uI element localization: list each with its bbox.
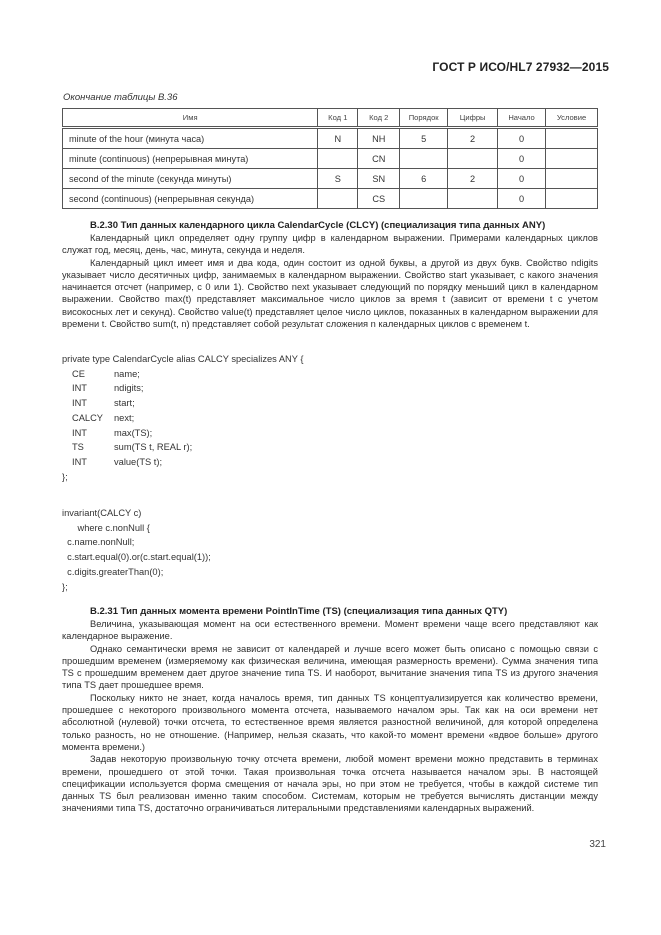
code-block-invariant bbox=[62, 506, 211, 594]
paragraph: Календарный цикл определяет одну группу цифр в календарном выражении. Примерами календарных циклов служат год, месяц, день, час, минута, секунда и неделя. bbox=[62, 233, 598, 256]
cell-code1: S bbox=[318, 169, 358, 189]
section-b231-title: B.2.31 Тип данных момента времени PointInTime (TS) (специализация типа данных QTY) bbox=[90, 606, 508, 617]
calendar-cycle-table bbox=[62, 108, 598, 209]
column-header-start: Начало bbox=[498, 109, 546, 128]
table-row bbox=[63, 189, 598, 209]
cell-condition bbox=[546, 128, 598, 149]
cell-code1 bbox=[318, 149, 358, 169]
paragraph: Календарный цикл имеет имя и два кода, один состоит из одной буквы, а другой из двух букв. Свойство ndigits указывает число десятичных цифр, занимаемых в календарном выражении. Свойство start указывает, с какого значения начинается отсчет (например, с 0 или 1). Свойство next указывает следующий по порядку меньший цикл в календарном выражении. Свойство max(t) представляет максимальное число циклов за время t (зависит от времени t с учетом високосных лет и секунд). Свойство value(t) представляет целое число циклов, показанных в календарном выражении для времени t. Свойство sum(t, n) представляет собой результат сложения n календарных циклов с временем t. bbox=[62, 257, 598, 330]
cell-name: minute of the hour (минута часа) bbox=[63, 128, 318, 149]
column-header-name: Имя bbox=[63, 109, 318, 128]
cell-start: 0 bbox=[498, 189, 546, 209]
cell-start: 0 bbox=[498, 149, 546, 169]
cell-code1 bbox=[318, 189, 358, 209]
cell-digits bbox=[448, 189, 498, 209]
table-row bbox=[63, 149, 598, 169]
cell-digits: 2 bbox=[448, 128, 498, 149]
cell-name: second of the minute (секунда минуты) bbox=[63, 169, 318, 189]
paragraph: Однако семантически время не зависит от календарей и лучше всего может быть описано с помощью связи с прошедшим временем (измеряемому как физическая величина, имеющая размерность времени). Сумма значения типа TS с прошедшим временем дает другое значение типа TS. И наоборот, вычитание значения типа TS из другого значения типа TS дает прошедшее время. bbox=[62, 643, 598, 691]
cell-code2: CS bbox=[358, 189, 400, 209]
table-header-row bbox=[63, 109, 598, 128]
table-row bbox=[63, 128, 598, 149]
paragraph: Задав некоторую произвольную точку отсчета времени, любой момент времени можно представить в терминах времени, прошедшего от этой точки. Такая произвольная точка отсчета называется началом эры. В настоящей спецификации используется форма смещения от начала эры, но при этом не требуется, чтобы в каждой системе тип данных TS был реализован именно таким способом. Системам, которым не требуется вычислять дистанции между значениями типа TS, достаточно ограничиваться литеральными представлениями календарных выражений. bbox=[62, 754, 598, 814]
section-b230-title: B.2.30 Тип данных календарного цикла CalendarCycle (CLCY) (специализация типа данных ANY) bbox=[90, 220, 546, 231]
cell-name: second (continuous) (непрерывная секунда) bbox=[63, 189, 318, 209]
cell-condition bbox=[546, 189, 598, 209]
section-b231 bbox=[62, 605, 598, 815]
code-line-header: private type CalendarCycle alias CALCY specializes ANY { bbox=[62, 354, 304, 364]
code-block-calendar-cycle bbox=[62, 352, 304, 484]
cell-digits bbox=[448, 149, 498, 169]
code-line: where c.nonNull { bbox=[62, 522, 150, 533]
code-line-member: CE name; bbox=[72, 368, 140, 379]
cell-order bbox=[400, 149, 448, 169]
code-line-member: INT ndigits; bbox=[72, 383, 144, 394]
cell-condition bbox=[546, 169, 598, 189]
table-row bbox=[63, 169, 598, 189]
code-line: invariant(CALCY c) bbox=[62, 508, 142, 518]
cell-condition bbox=[546, 149, 598, 169]
cell-start: 0 bbox=[498, 169, 546, 189]
paragraph: Величина, указывающая момент на оси естественного времени. Момент времени чаще всего представляют как календарное выражение. bbox=[62, 619, 598, 642]
cell-code1: N bbox=[318, 128, 358, 149]
table-caption: Окончание таблицы В.36 bbox=[63, 92, 178, 103]
code-line-member: INT value(TS t); bbox=[72, 456, 163, 467]
column-header-digits: Цифры bbox=[448, 109, 498, 128]
paragraph: Поскольку никто не знает, когда началось время, тип данных TS концептуализируется как количество времени, прошедшее с некоторого произвольного момента отсчета, называемого началом эры. Так как на оси времени нет абсолютной (нулевой) точки отсчета, то естественное время является разностной величиной, для которой определена только разность, но не отношение. (Например, нельзя сказать, что какой-то момент времени «вдвое больше» другого момента времени.) bbox=[62, 692, 598, 752]
code-line-member: INT max(TS); bbox=[72, 427, 153, 438]
column-header-code1: Код 1 bbox=[318, 109, 358, 128]
code-line-member: TS sum(TS t, REAL r); bbox=[72, 442, 193, 453]
code-line-member: INT start; bbox=[72, 398, 135, 409]
document-standard-header: ГОСТ Р ИСО/HL7 27932—2015 bbox=[432, 60, 609, 74]
cell-start: 0 bbox=[498, 128, 546, 149]
cell-order: 6 bbox=[400, 169, 448, 189]
cell-name: minute (continuous) (непрерывная минута) bbox=[63, 149, 318, 169]
cell-order: 5 bbox=[400, 128, 448, 149]
code-line: c.digits.greaterThan(0); bbox=[62, 566, 164, 577]
code-line: c.start.equal(0).or(c.start.equal(1)); bbox=[62, 552, 211, 563]
cell-code2: SN bbox=[358, 169, 400, 189]
code-line-member: CALCY next; bbox=[72, 412, 135, 423]
cell-digits: 2 bbox=[448, 169, 498, 189]
cell-code2: CN bbox=[358, 149, 400, 169]
column-header-condition: Условие bbox=[546, 109, 598, 128]
cell-order bbox=[400, 189, 448, 209]
column-header-order: Порядок bbox=[400, 109, 448, 128]
code-line: c.name.nonNull; bbox=[62, 537, 135, 548]
code-line-footer: }; bbox=[62, 471, 68, 482]
code-line: }; bbox=[62, 581, 68, 592]
section-b230 bbox=[62, 219, 598, 330]
page-number: 321 bbox=[589, 839, 606, 850]
column-header-code2: Код 2 bbox=[358, 109, 400, 128]
cell-code2: NH bbox=[358, 128, 400, 149]
